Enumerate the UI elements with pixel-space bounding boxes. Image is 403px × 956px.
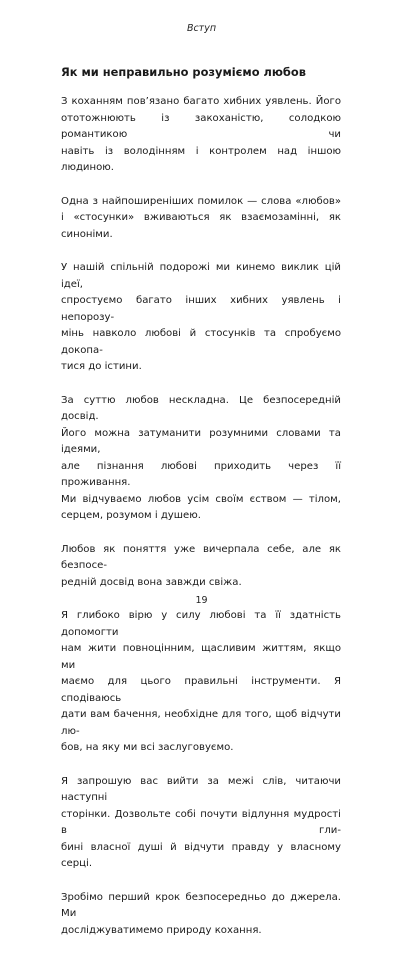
paragraph-line: навіть із володінням і контролем над іншою людиною. (61, 145, 341, 173)
paragraph-line: Ми відчуваємо любов усім своїм єством — тілом, (61, 493, 341, 505)
paragraph (61, 542, 341, 592)
page-body (61, 64, 341, 956)
paragraph-line: Зробімо перший крок безпосередньо до джерела. Ми (61, 891, 341, 919)
paragraph (61, 608, 341, 757)
paragraph-line: Я глибоко вірю у силу любові та її здатність допомогти (61, 610, 341, 638)
paragraph-line: мінь навколо любові й стосунків та спробуємо докопа- (61, 328, 341, 356)
paragraph-line: Його можна затуманити розумними словами та ідеями, (61, 427, 341, 455)
paragraph-line: ототожнюють із закоханістю, солодкою романтикою чи (61, 112, 341, 140)
paragraph (61, 94, 341, 177)
paragraph-line: але пізнання любові приходить через її проживання. (61, 460, 341, 488)
paragraph-line: серцем, розумом і душею. (61, 510, 201, 521)
paragraph (61, 774, 341, 873)
paragraph (61, 393, 341, 525)
paragraph-line: нам жити повноцінним, щасливим життям, якщо ми (61, 643, 341, 671)
paragraphs (61, 94, 341, 939)
running-head: Вступ (186, 23, 217, 34)
paragraph (61, 194, 341, 244)
paragraph-line: редній досвід вона завжди свіжа. (61, 576, 242, 588)
page-number: 19 (195, 595, 208, 606)
paragraph-line: маємо для цього правильні інструменти. Я сподіваюсь (61, 676, 341, 704)
paragraph (61, 260, 341, 376)
paragraph-line: Я запрошую вас вийти за межі слів, читаючи наступні (61, 775, 341, 803)
paragraph-line: і «стосунки» вживаються як взаємозамінні, як синоніми. (61, 212, 341, 240)
paragraph-line: досліджуватимемо природу кохання. (61, 924, 262, 936)
paragraph (61, 890, 341, 940)
paragraph-line: дати вам бачення, необхідне для того, щоб відчути лю- (61, 709, 341, 737)
paragraph-line: сторінки. Дозвольте собі почути відлуння мудрості в гли- (61, 808, 341, 836)
paragraph-line: У нашій спільній подорожі ми кинемо виклик цій ідеї, (61, 262, 341, 290)
paragraph-line: бині власної душі й відчути правду у власному серці. (61, 841, 341, 869)
paragraph-line: З коханням пов’язано багато хибних уявлень. Його (61, 96, 341, 107)
paragraph-line: Одна з найпоширеніших помилок — слова «любов» (61, 195, 341, 207)
paragraph-line: Любов як поняття уже вичерпала себе, але як безпосе- (61, 543, 341, 571)
paragraph-line: спростуємо багато інших хибних уявлень і непорозу- (61, 295, 341, 323)
paragraph-line: За суттю любов нескладна. Це безпосередній досвід. (61, 394, 341, 422)
section-title: Як ми неправильно розуміємо любов (61, 65, 306, 79)
paragraph-line: тися до істини. (61, 361, 142, 372)
paragraph-line: бов, на яку ми всі заслуговуємо. (61, 742, 234, 753)
